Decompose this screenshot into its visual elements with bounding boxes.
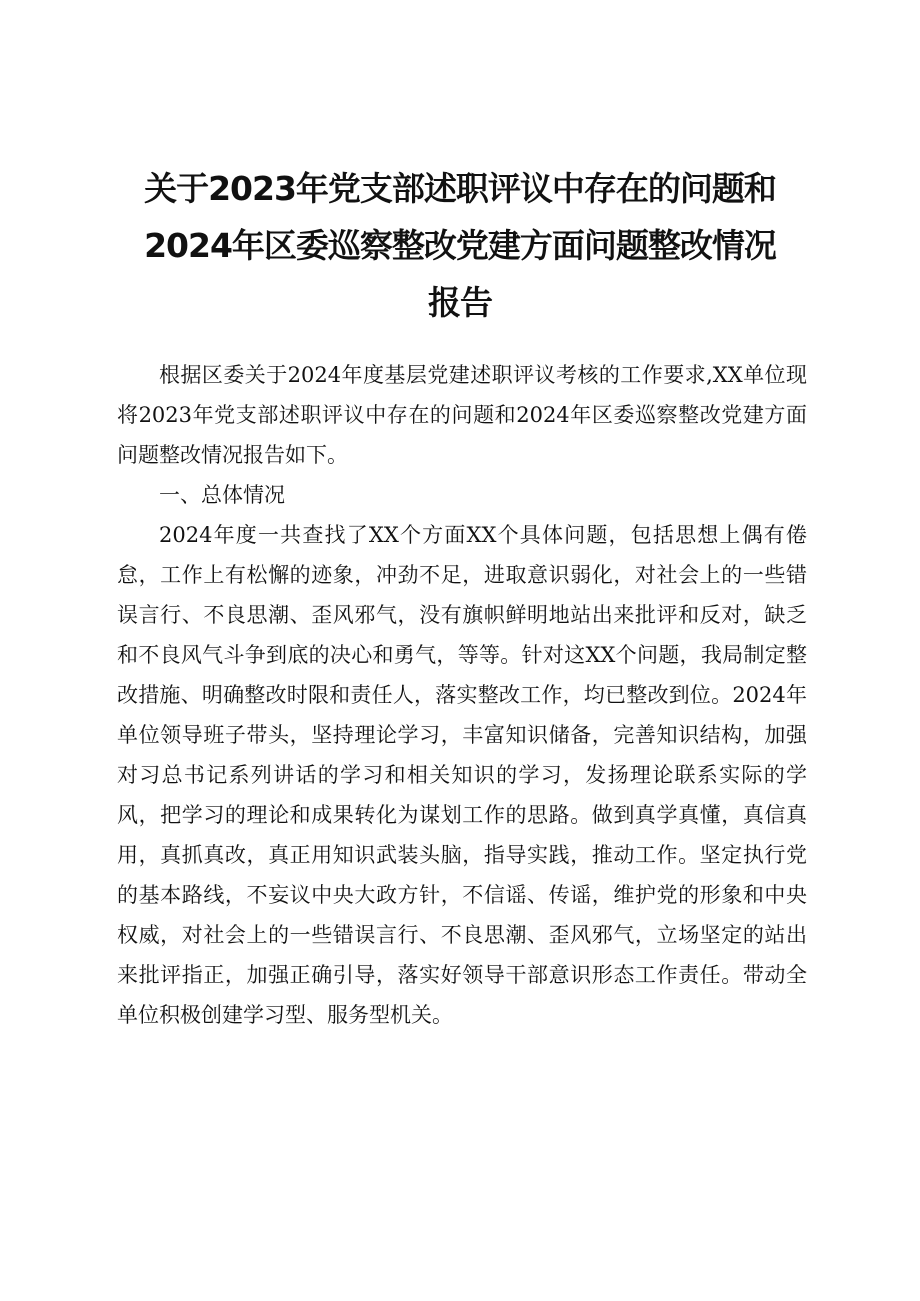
section-heading: 一、总体情况 — [159, 483, 285, 507]
body-paragraph: 2024年度一共查找了XX个方面XX个具体问题，包括思想上偶有倦怠，工作上有松懈的迹象，冲劲不足，进取意识弱化，对社会上的一些错误言行、不良思潮、歪风邪气，没有旗帜鲜明地站出来批评和反对，缺乏和不良风气斗争到底的决心和勇气，等等。针对这XX个问题，我局制定整改措施、明确整改时限和责任人，落实整改工作，均已整改到位。2024年单位领导班子带头，坚持理论学习，丰富知识储备，完善知识结构，加强对习总书记系列讲话的学习和相关知识的学习，发扬理论联系实际的学风，把学习的理论和成果转化为谋划工作的思路。做到真学真懂，真信真用，真抓真改，真正用知识武装头脑，指导实践，推动工作。坚定执行党的基本路线，不妄议中央大政方针，不信谣、传谣，维护党的形象和中央权威，对社会上的一些错误言行、不良思潮、歪风邪气，立场坚定的站出来批评指正，加强正确引导，落实好领导干部意识形态工作责任。带动全单位积极创建学习型、服务型机关。 — [117, 523, 807, 1027]
title-line-2: 2024年区委巡察整改党建方面问题整改情况 — [144, 226, 776, 265]
document-body — [117, 355, 807, 1035]
title-line-3: 报告 — [428, 283, 492, 322]
intro-paragraph: 根据区委关于2024年度基层党建述职评议考核的工作要求,XX单位现将2023年党支部述职评议中存在的问题和2024年区委巡察整改党建方面问题整改情况报告如下。 — [117, 363, 807, 467]
document-title — [120, 160, 800, 331]
title-line-1: 关于2023年党支部述职评议中存在的问题和 — [144, 169, 776, 208]
